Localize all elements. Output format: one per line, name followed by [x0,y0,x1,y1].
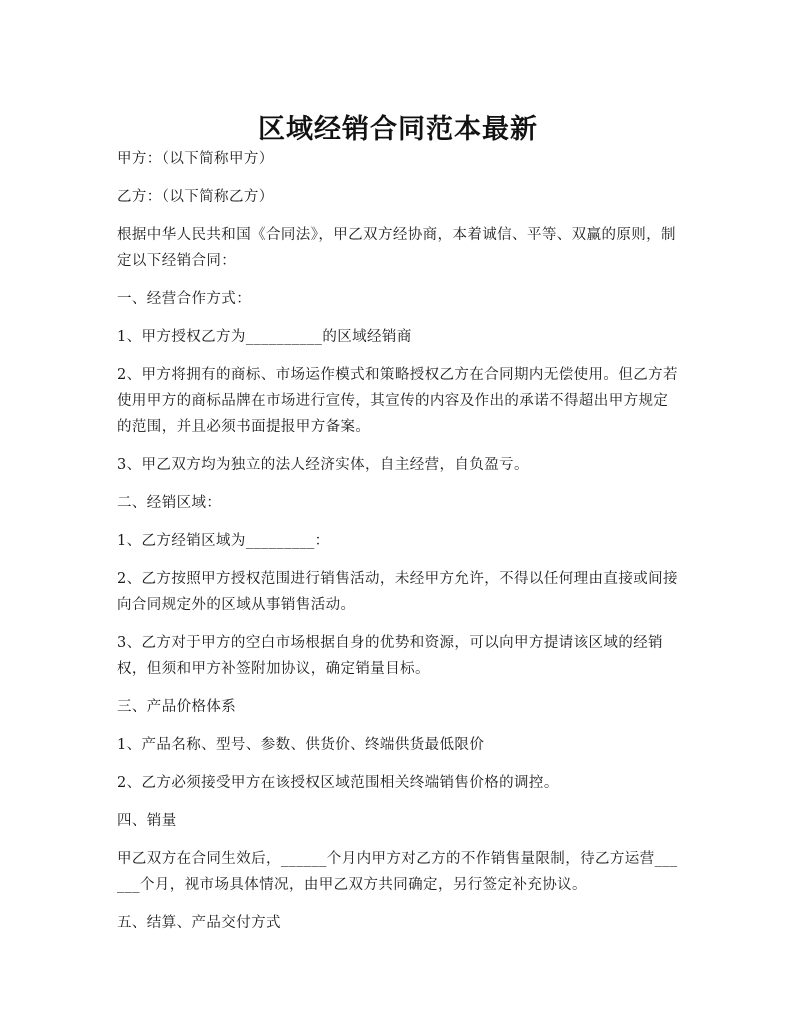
clause-1-1: 1、甲方授权乙方为__________的区域经销商 [117,329,412,345]
document-title: 区域经销合同范本最新 [258,114,538,146]
clause-3-1: 1、产品名称、型号、参数、供货价、终端供货最低限价 [117,737,485,753]
section-heading-volume: 四、销量 [117,813,177,829]
clause-1-3: 3、甲乙双方均为独立的法人经济实体，自主经营，自负盈亏。 [117,457,529,473]
clause-3-2: 2、乙方必须接受甲方在该授权区域范围相关终端销售价格的调控。 [117,775,559,791]
document-body [117,146,683,948]
clause-4-body: 甲乙双方在合同生效后，______个月内甲方对乙方的不作销售量限制，待乙方运营______个月，视市场具体情况，由甲乙双方共同确定，另行签定补充协议。 [117,851,678,893]
clause-2-3: 3、乙方对于甲方的空白市场根据自身的优势和资源，可以向甲方提请该区域的经销权，但须和甲方补签附加协议，确定销量目标。 [117,635,664,677]
section-heading-pricing: 三、产品价格体系 [117,699,237,715]
clause-1-2: 2、甲方将拥有的商标、市场运作模式和策略授权乙方在合同期内无偿使用。但乙方若使用甲方的商标品牌在市场进行宣传，其宣传的内容及作出的承诺不得超出甲方规定的范围，并且必须书面提报甲方备案。 [117,367,678,435]
preamble-paragraph: 根据中华人民共和国《合同法》，甲乙双方经协商，本着诚信、平等、双赢的原则，制定以下经销合同： [117,227,676,269]
clause-2-2: 2、乙方按照甲方授权范围进行销售活动，未经甲方允许，不得以任何理由直接或间接向合同规定外的区域从事销售活动。 [117,571,678,613]
clause-2-1: 1、乙方经销区域为_________： [117,533,330,549]
section-heading-cooperation: 一、经营合作方式： [117,291,252,307]
party-a-line: 甲方：（以下简称甲方） [117,151,274,167]
party-b-line: 乙方：（以下简称乙方） [117,189,274,205]
section-heading-settlement: 五、结算、产品交付方式 [117,915,281,931]
section-heading-region: 二、经销区域： [117,495,222,511]
